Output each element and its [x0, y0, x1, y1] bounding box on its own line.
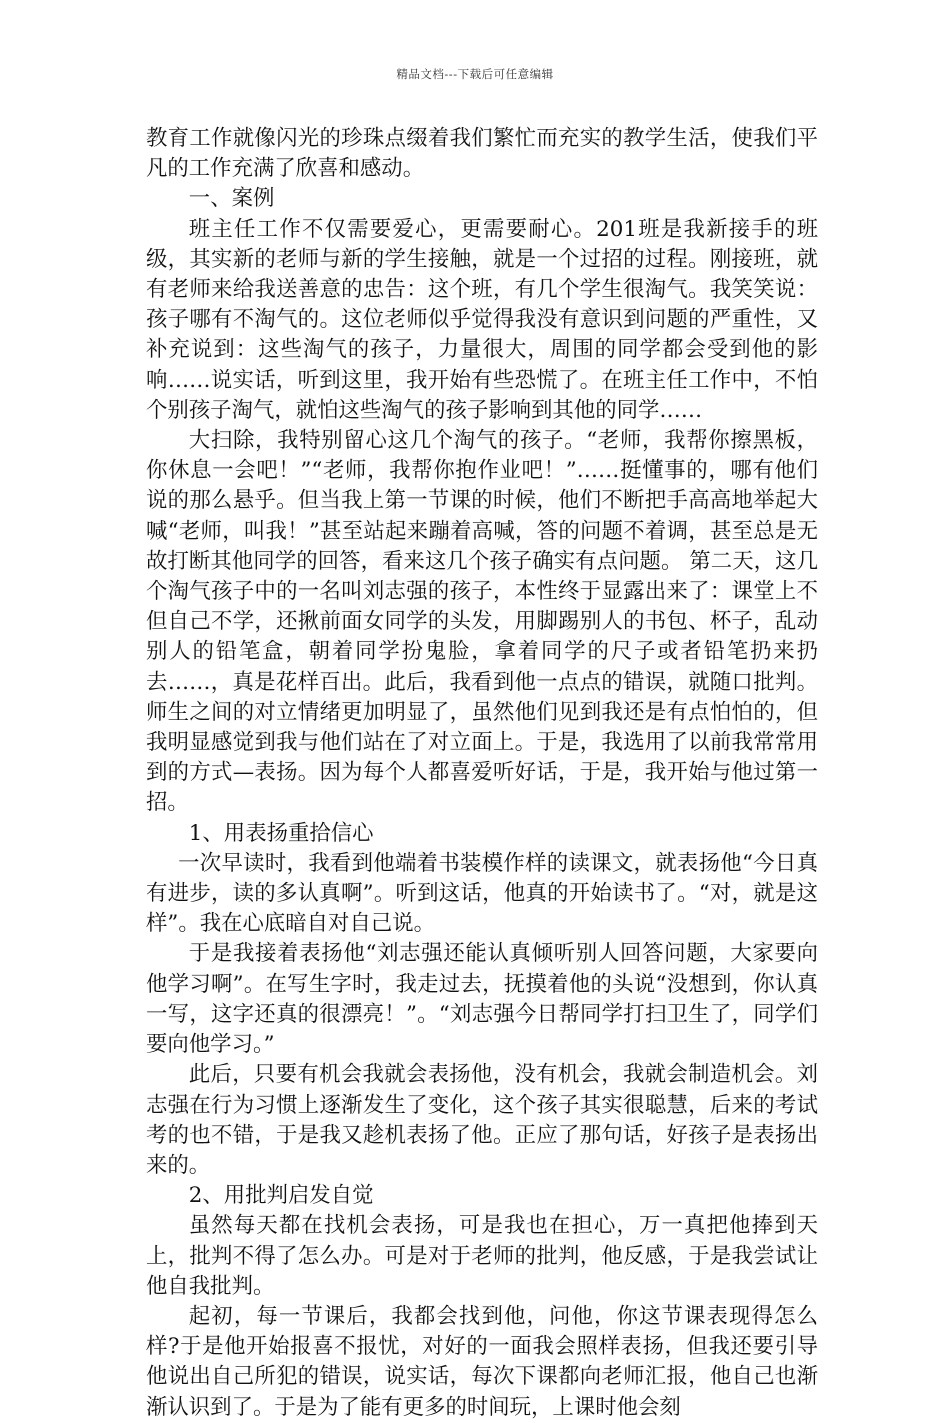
paragraph-continued-praise: 于是我接着表扬他“刘志强还能认真倾听别人回答问题，大家要向他学习啊”。在写生字时，我走过去，抚摸着他的头说“没想到，你认真一写，这字还真的很漂亮！”。“刘志强今日帮同学打扫卫生了，同学们要向他学习。” — [146, 941, 818, 1058]
document-body — [146, 124, 818, 1423]
subheading-criticism: 2、用批判启发自觉 — [188, 1183, 374, 1209]
paragraph-initially: 起初，每一节课后，我都会找到他，问他，你这节课表现得怎么样?于是他开始报喜不报忧，对好的一面我会照样表扬，但我还要引导他说出自己所犯的错误，说实话，每次下课都向老师汇报，他自己也渐渐认识到了。于是为了能有更多的时间玩，上课时他会刻 — [146, 1303, 818, 1420]
paragraph-cleaning: 大扫除，我特别留心这几个淘气的孩子。“老师，我帮你擦黑板，你休息一会吧！”“老师，我帮你抱作业吧！”……挺懂事的，哪有他们说的那么悬乎。但当我上第一节课的时候，他们不断把手高高地举起大喊“老师，叫我！”甚至站起来蹦着高喊，答的问题不着调，甚至总是无故打断其他同学的回答，看来这几个孩子确实有点问题。 第二天，这几个淘气孩子中的一名叫刘志强的孩子，本性终于显露出来了：课堂上不但自己不学，还揪前面女同学的头发，用脚踢别人的书包、杯子，乱动别人的铅笔盒，朝着同学扮鬼脸，拿着同学的尺子或者铅笔扔来扔去……，真是花样百出。此后，我看到他一点点的错误，就随口批判。师生之间的对立情绪更加明显了，虽然他们见到我还是有点怕怕的，但我明显感觉到我与他们站在了对立面上。于是，我选用了以前我常常用到的方式—表扬。因为每个人都喜爱听好话，于是，我开始与他过第一招。 — [146, 428, 818, 816]
section-heading-case: 一、案例 — [188, 186, 275, 212]
paragraph-afterwards: 此后，只要有机会我就会表扬他，没有机会，我就会制造机会。刘志强在行为习惯上逐渐发生了变化，这个孩子其实很聪慧，后来的考试考的也不错，于是我又趁机表扬了他。正应了那句话，好孩子是表扬出来的。 — [146, 1062, 818, 1178]
subheading-praise: 1、用表扬重拾信心 — [188, 820, 374, 846]
paragraph-intro: 教育工作就像闪光的珍珠点缀着我们繁忙而充实的教学生活，使我们平凡的工作充满了欣喜和感动。 — [146, 126, 818, 182]
paragraph-morning-reading: 一次早读时，我看到他端着书装模作样的读课文，就表扬他“今日真有进步，读的多认真啊”。听到这话，他真的开始读书了。“对，就是这样”。我在心底暗自对自己说。 — [146, 850, 818, 937]
page-header: 精品文档---下载后可任意编辑 — [396, 67, 554, 81]
paragraph-class-teacher: 班主任工作不仅需要爱心，更需要耐心。201班是我新接手的班级，其实新的老师与新的学生接触，就是一个过招的过程。刚接班，就有老师来给我送善意的忠告：这个班，有几个学生很淘气。我笑笑说：孩子哪有不淘气的。这位老师似乎觉得我没有意识到问题的严重性，又补充说到：这些淘气的孩子，力量很大，周围的同学都会受到他的影响……说实话，听到这里，我开始有些恐慌了。在班主任工作中，不怕个别孩子淘气，就怕这些淘气的孩子影响到其他的同学…… — [146, 216, 818, 423]
paragraph-worry: 虽然每天都在找机会表扬，可是我也在担心，万一真把他捧到天上，批判不得了怎么办。可是对于老师的批判，他反感，于是我尝试让他自我批判。 — [146, 1213, 818, 1299]
